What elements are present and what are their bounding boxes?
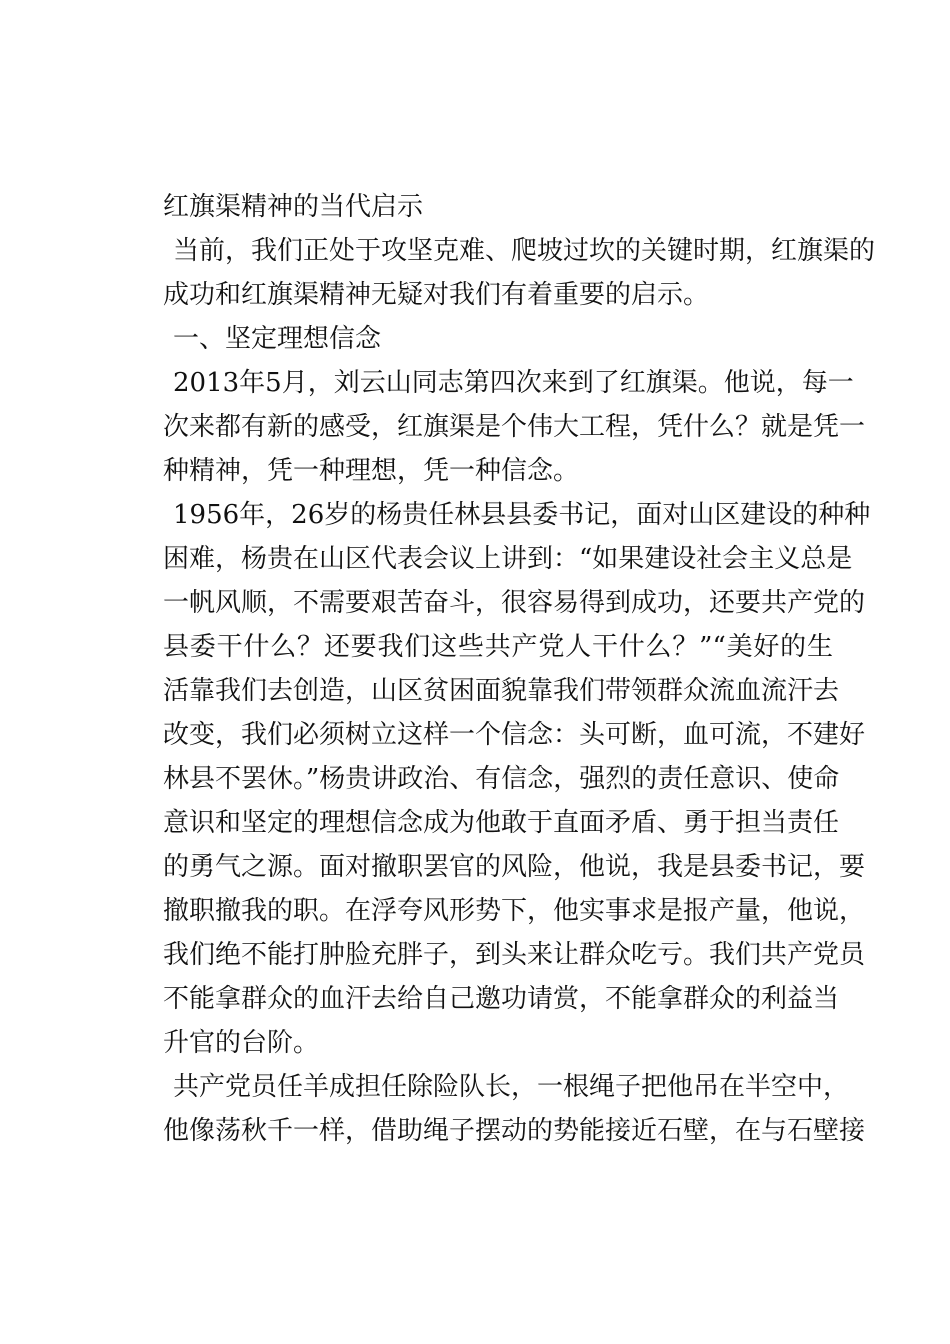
paragraph-line: 县委干什么？还要我们这些共产党人干什么？”“美好的生: [163, 632, 833, 662]
section-heading: 一、坚定理想信念: [173, 324, 382, 354]
document-title: 红旗渠精神的当代启示: [163, 192, 424, 222]
paragraph-line: 成功和红旗渠精神无疑对我们有着重要的启示。: [163, 280, 710, 310]
paragraph-line: 一帆风顺，不需要艰苦奋斗，很容易得到成功，还要共产党的: [163, 588, 866, 618]
paragraph-line: 撤职撤我的职。在浮夸风形势下，他实事求是报产量，他说，: [163, 896, 866, 926]
paragraph-line: 升官的台阶。: [163, 1028, 320, 1058]
document-body: [163, 185, 876, 1153]
paragraph-line: 种精神，凭一种理想，凭一种信念。: [163, 456, 580, 486]
paragraph-line: 林县不罢休。”杨贵讲政治、有信念，强烈的责任意识、使命: [163, 764, 840, 794]
paragraph-line: 我们绝不能打肿脸充胖子，到头来让群众吃亏。我们共产党员: [163, 940, 866, 970]
paragraph-line: 2013年5月，刘云山同志第四次来到了红旗渠。他说，每一: [173, 368, 854, 398]
paragraph-line: 改变，我们必须树立这样一个信念：头可断，血可流，不建好: [163, 720, 866, 750]
paragraph-line: 意识和坚定的理想信念成为他敢于直面矛盾、勇于担当责任: [163, 808, 840, 838]
paragraph-line: 次来都有新的感受，红旗渠是个伟大工程，凭什么？就是凭一: [163, 412, 866, 442]
paragraph-line: 不能拿群众的血汗去给自己邀功请赏，不能拿群众的利益当: [163, 984, 840, 1014]
paragraph-line: 的勇气之源。面对撤职罢官的风险，他说，我是县委书记，要: [163, 852, 866, 882]
paragraph-line: 共产党员任羊成担任除险队长，一根绳子把他吊在半空中，: [173, 1072, 850, 1102]
paragraph-line: 活靠我们去创造，山区贫困面貌靠我们带领群众流血流汗去: [163, 676, 840, 706]
paragraph-line: 当前，我们正处于攻坚克难、爬坡过坎的关键时期，红旗渠的: [173, 236, 876, 266]
paragraph-line: 1956年，26岁的杨贵任林县县委书记，面对山区建设的种种: [173, 500, 871, 530]
paragraph-line: 他像荡秋千一样，借助绳子摆动的势能接近石壁，在与石壁接: [163, 1116, 866, 1146]
paragraph-line: 困难，杨贵在山区代表会议上讲到：“如果建设社会主义总是: [163, 544, 853, 574]
